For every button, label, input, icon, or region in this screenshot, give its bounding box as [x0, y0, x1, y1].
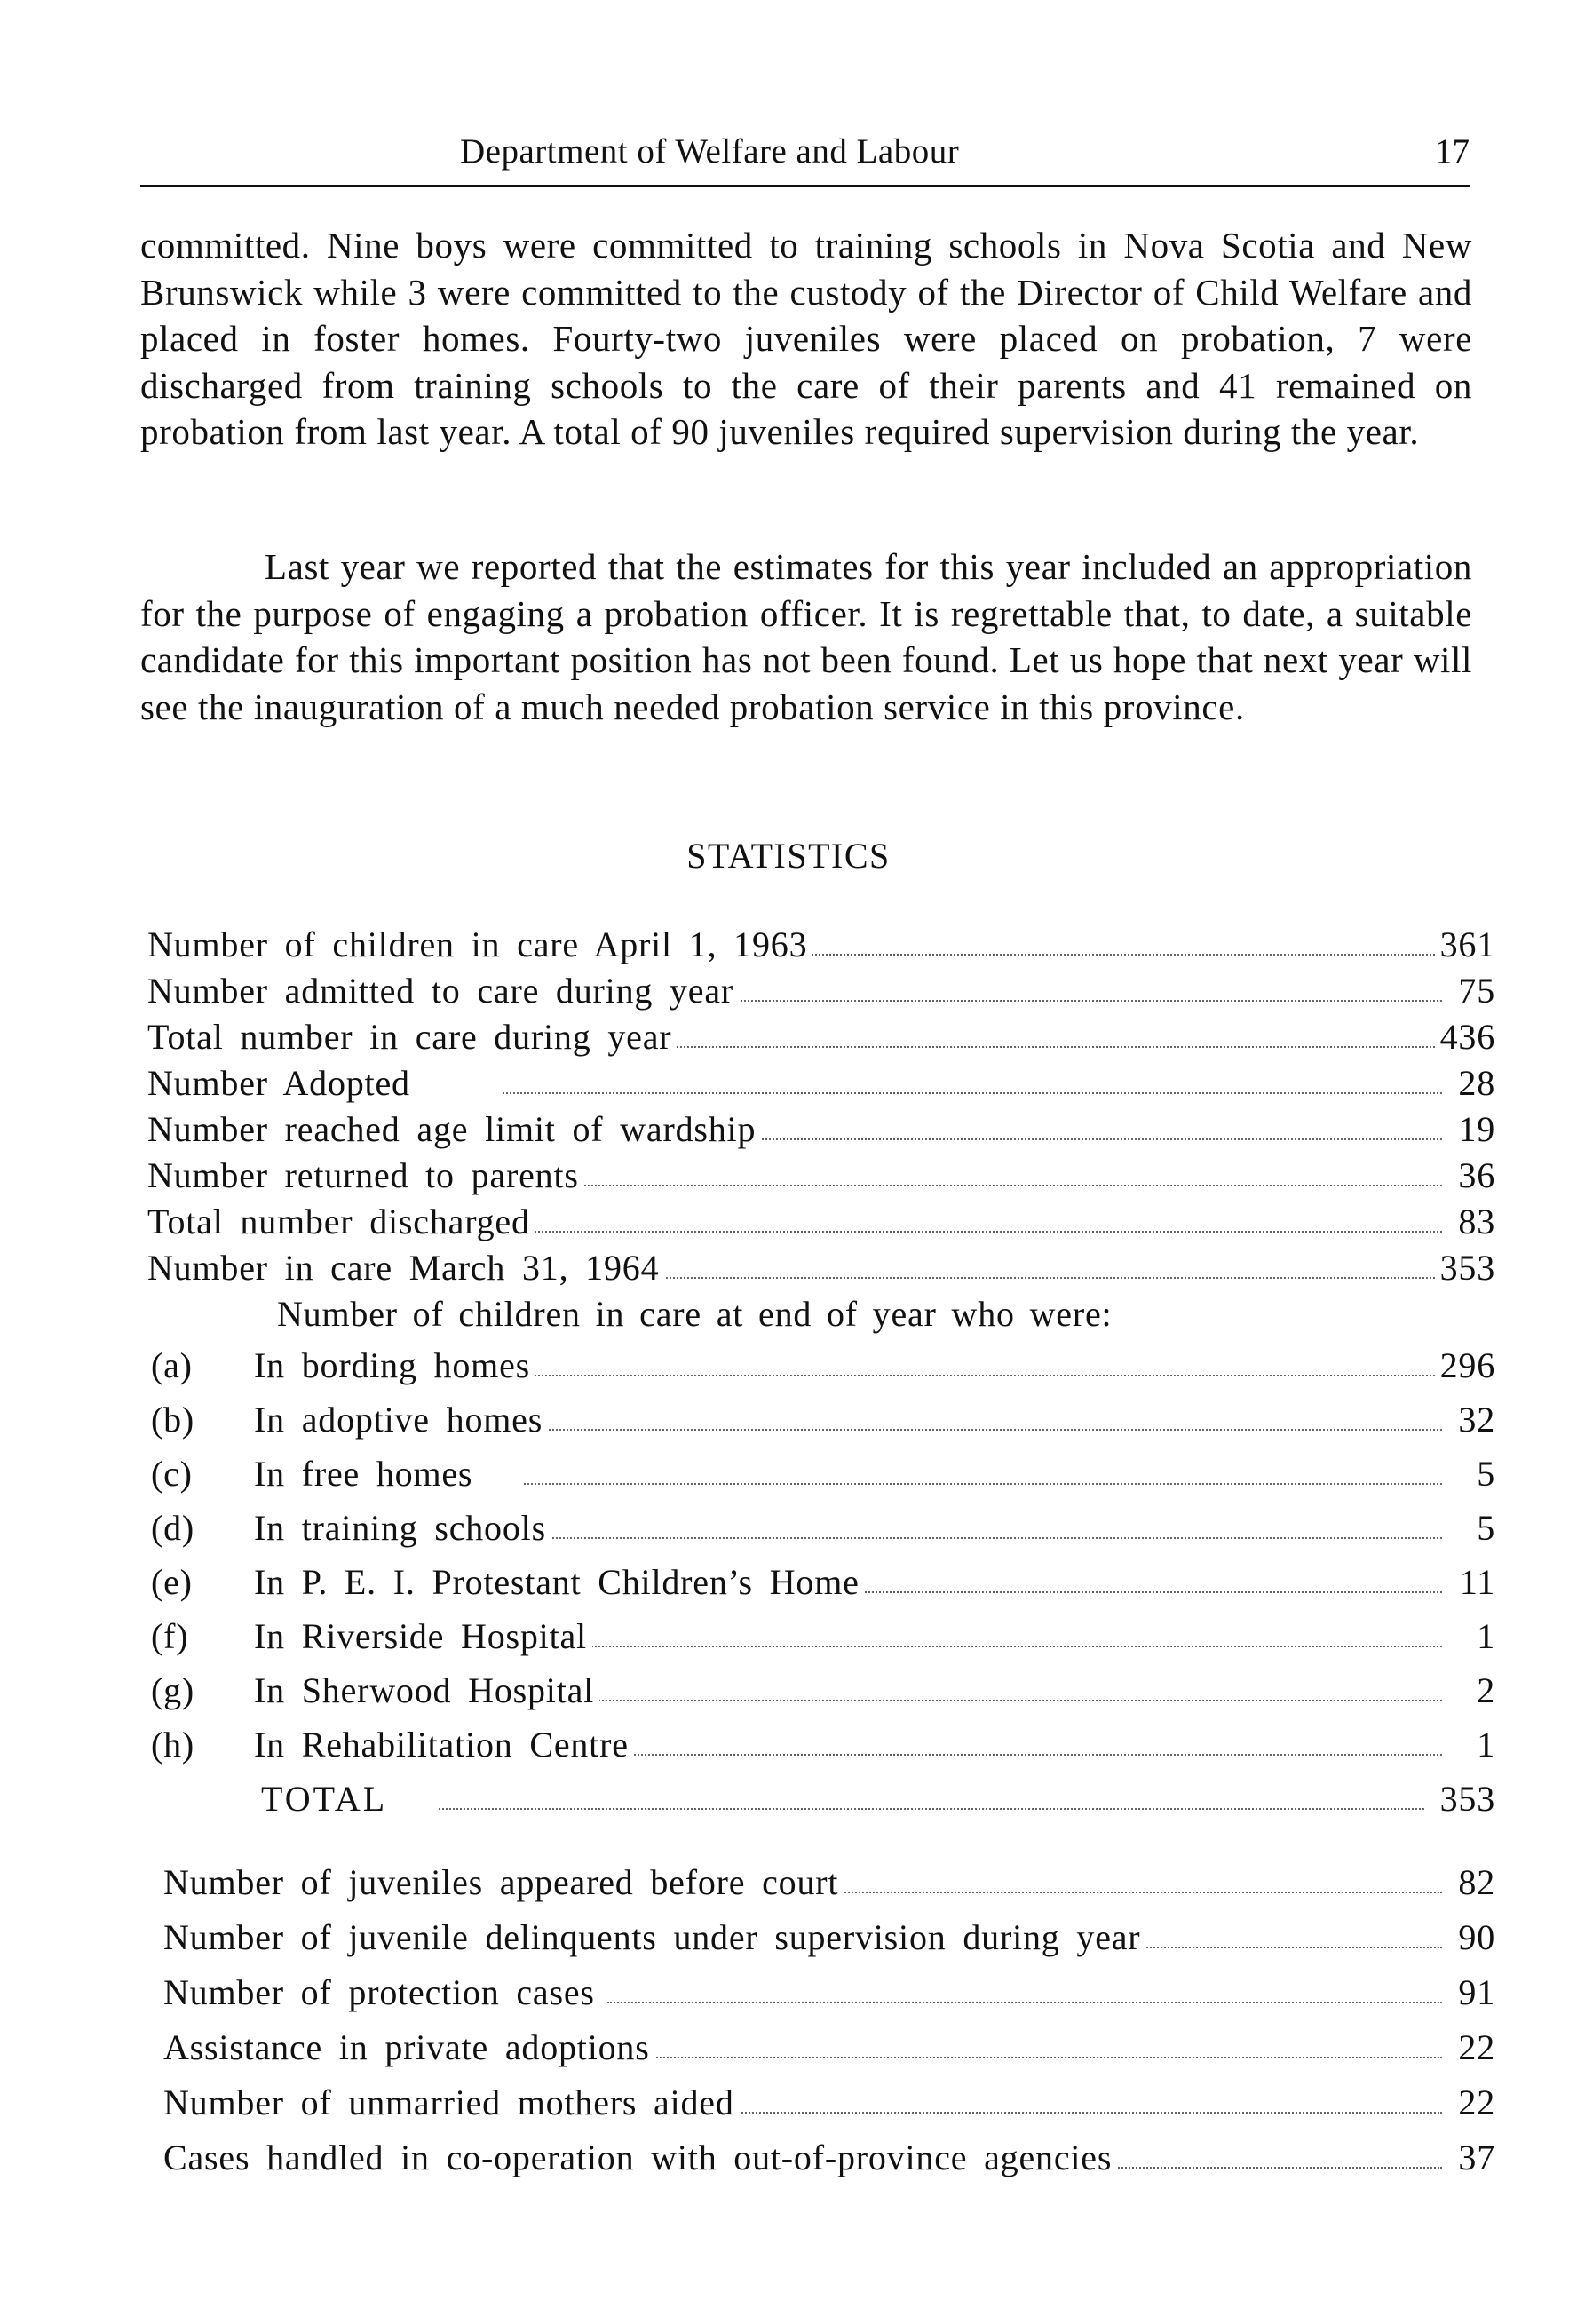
- item-letter: (d): [151, 1508, 195, 1548]
- stat-row: [163, 1970, 1495, 2016]
- stat-row: [163, 1860, 1495, 1906]
- total-label: TOTAL: [261, 1776, 392, 1822]
- stat-value: 11: [1456, 1559, 1495, 1606]
- dot-leader: [607, 2002, 1442, 2003]
- dot-leader: [524, 1646, 1442, 1647]
- stat-value: 37: [1454, 2135, 1495, 2181]
- stat-value: 28: [1454, 1060, 1495, 1106]
- page-number: 17: [1435, 132, 1470, 171]
- stat-label: Number of children in care April 1, 1963: [147, 922, 812, 968]
- stat-label: Number of juveniles appeared before court: [163, 1860, 844, 1906]
- dot-leader: [503, 1231, 1442, 1233]
- stat-row: [147, 1060, 1495, 1106]
- stat-value: 32: [1454, 1397, 1495, 1443]
- breakdown-row: [151, 1559, 1495, 1606]
- statistics-heading: STATISTICS: [686, 836, 891, 876]
- dot-leader: [524, 1483, 1442, 1485]
- item-letter: (h): [151, 1725, 195, 1765]
- item-letter: (a): [151, 1345, 193, 1385]
- stat-value: 361: [1437, 922, 1495, 968]
- stat-value: 90: [1454, 1915, 1495, 1961]
- stat-value: 75: [1454, 968, 1495, 1014]
- item-letter: (b): [151, 1400, 195, 1440]
- stat-value: 19: [1454, 1106, 1495, 1153]
- stat-value: 2: [1473, 1668, 1495, 1714]
- stat-row: [163, 2135, 1495, 2181]
- dot-leader: [524, 1429, 1442, 1431]
- page-header: [140, 131, 1470, 187]
- stat-label: Cases handled in co-operation with out-of-province agencies: [163, 2135, 1117, 2181]
- stat-label: Number of unmarried mothers aided: [163, 2080, 740, 2126]
- dot-leader: [607, 2057, 1442, 2058]
- stat-value: 1: [1473, 1614, 1495, 1660]
- dot-leader: [503, 1185, 1442, 1186]
- stat-row: [147, 922, 1495, 968]
- item-letter: (f): [151, 1616, 189, 1656]
- stat-label: In Riverside Hospital: [254, 1614, 592, 1660]
- stat-label: Number of protection cases: [163, 1970, 600, 2016]
- stat-label: In adoptive homes: [254, 1397, 548, 1443]
- stat-row: [147, 968, 1495, 1014]
- breakdown-row: [151, 1343, 1495, 1389]
- dot-leader: [439, 1808, 1424, 1810]
- dot-leader: [524, 1375, 1442, 1376]
- breakdown-row: [151, 1505, 1495, 1551]
- stat-label: Number of juvenile delinquents under supervision during year: [163, 1915, 1145, 1961]
- item-letter: (g): [151, 1670, 195, 1710]
- stat-label: Number in care March 31, 1964: [147, 1245, 664, 1291]
- stat-value: 5: [1473, 1451, 1495, 1497]
- stat-value: 22: [1454, 2025, 1495, 2071]
- stat-row: [147, 1014, 1495, 1060]
- stat-label: Number reached age limit of wardship: [147, 1106, 761, 1153]
- running-title: Department of Welfare and Labour: [460, 132, 960, 171]
- stat-row: [163, 1915, 1495, 1961]
- stat-value: 82: [1454, 1860, 1495, 1906]
- dot-leader: [524, 1700, 1442, 1701]
- stat-label: In bording homes: [254, 1343, 535, 1389]
- total-row: [261, 1776, 1495, 1822]
- breakdown-heading: Number of children in care at end of year who were:: [277, 1294, 1113, 1334]
- stat-value: 83: [1454, 1199, 1495, 1245]
- stat-row: [147, 1106, 1495, 1153]
- stat-row: [163, 2025, 1495, 2071]
- breakdown-row: [151, 1668, 1495, 1714]
- paragraph-probation-officer: Last year we reported that the estimates for this year included an appropriation for the purpose of engaging a probation officer. It is regrettable that, to date, a suitable candidate for this important position has not been found. Let us hope that next year will see the inauguration of a much needed probation service in this province.: [140, 546, 1472, 727]
- stat-value: 296: [1437, 1343, 1495, 1389]
- dot-leader: [503, 1092, 1442, 1094]
- breakdown-row: [151, 1614, 1495, 1660]
- stat-label: Number admitted to care during year: [147, 968, 739, 1014]
- stat-value: 1: [1473, 1722, 1495, 1768]
- stat-row: [147, 1199, 1495, 1245]
- stat-value: 353: [1437, 1245, 1495, 1291]
- dot-leader: [524, 1537, 1442, 1539]
- stat-label: Total number in care during year: [147, 1014, 677, 1060]
- total-value: 353: [1437, 1776, 1495, 1822]
- stat-label: Total number discharged: [147, 1199, 535, 1245]
- stat-value: 22: [1454, 2080, 1495, 2126]
- breakdown-row: [151, 1451, 1495, 1497]
- stat-value: 36: [1454, 1153, 1495, 1199]
- breakdown-row: [151, 1722, 1495, 1768]
- stat-label: Number Adopted: [147, 1060, 416, 1106]
- stat-value: 436: [1437, 1014, 1495, 1060]
- stat-value: 91: [1454, 1970, 1495, 2016]
- stat-value: 5: [1473, 1505, 1495, 1551]
- stat-label: In Sherwood Hospital: [254, 1668, 599, 1714]
- stat-row: [163, 2080, 1495, 2126]
- breakdown-row: [151, 1397, 1495, 1443]
- stat-row: [147, 1245, 1495, 1291]
- stat-label: In free homes: [254, 1451, 478, 1497]
- stat-label: In Rehabilitation Centre: [254, 1722, 634, 1768]
- paragraph-committed: committed. Nine boys were committed to training schools in Nova Scotia and New Brunswick while 3 were committed to the custody of the Director of Child Welfare and placed in foster homes. Fourty-two juveniles were placed on probation, 7 were discharged from training schools to the care of their parents and 41 remained on probation from last year. A total of 90 juveniles required supervision during the year.: [140, 225, 1472, 452]
- item-letter: (c): [151, 1454, 193, 1494]
- stat-label: In training schools: [254, 1505, 551, 1551]
- stat-label: In P. E. I. Protestant Children’s Home: [254, 1559, 865, 1606]
- stat-label: Assistance in private adoptions: [163, 2025, 655, 2071]
- item-letter: (e): [151, 1562, 193, 1602]
- stat-row: [147, 1153, 1495, 1199]
- stat-label: Number returned to parents: [147, 1153, 584, 1199]
- dot-leader: [524, 1754, 1442, 1756]
